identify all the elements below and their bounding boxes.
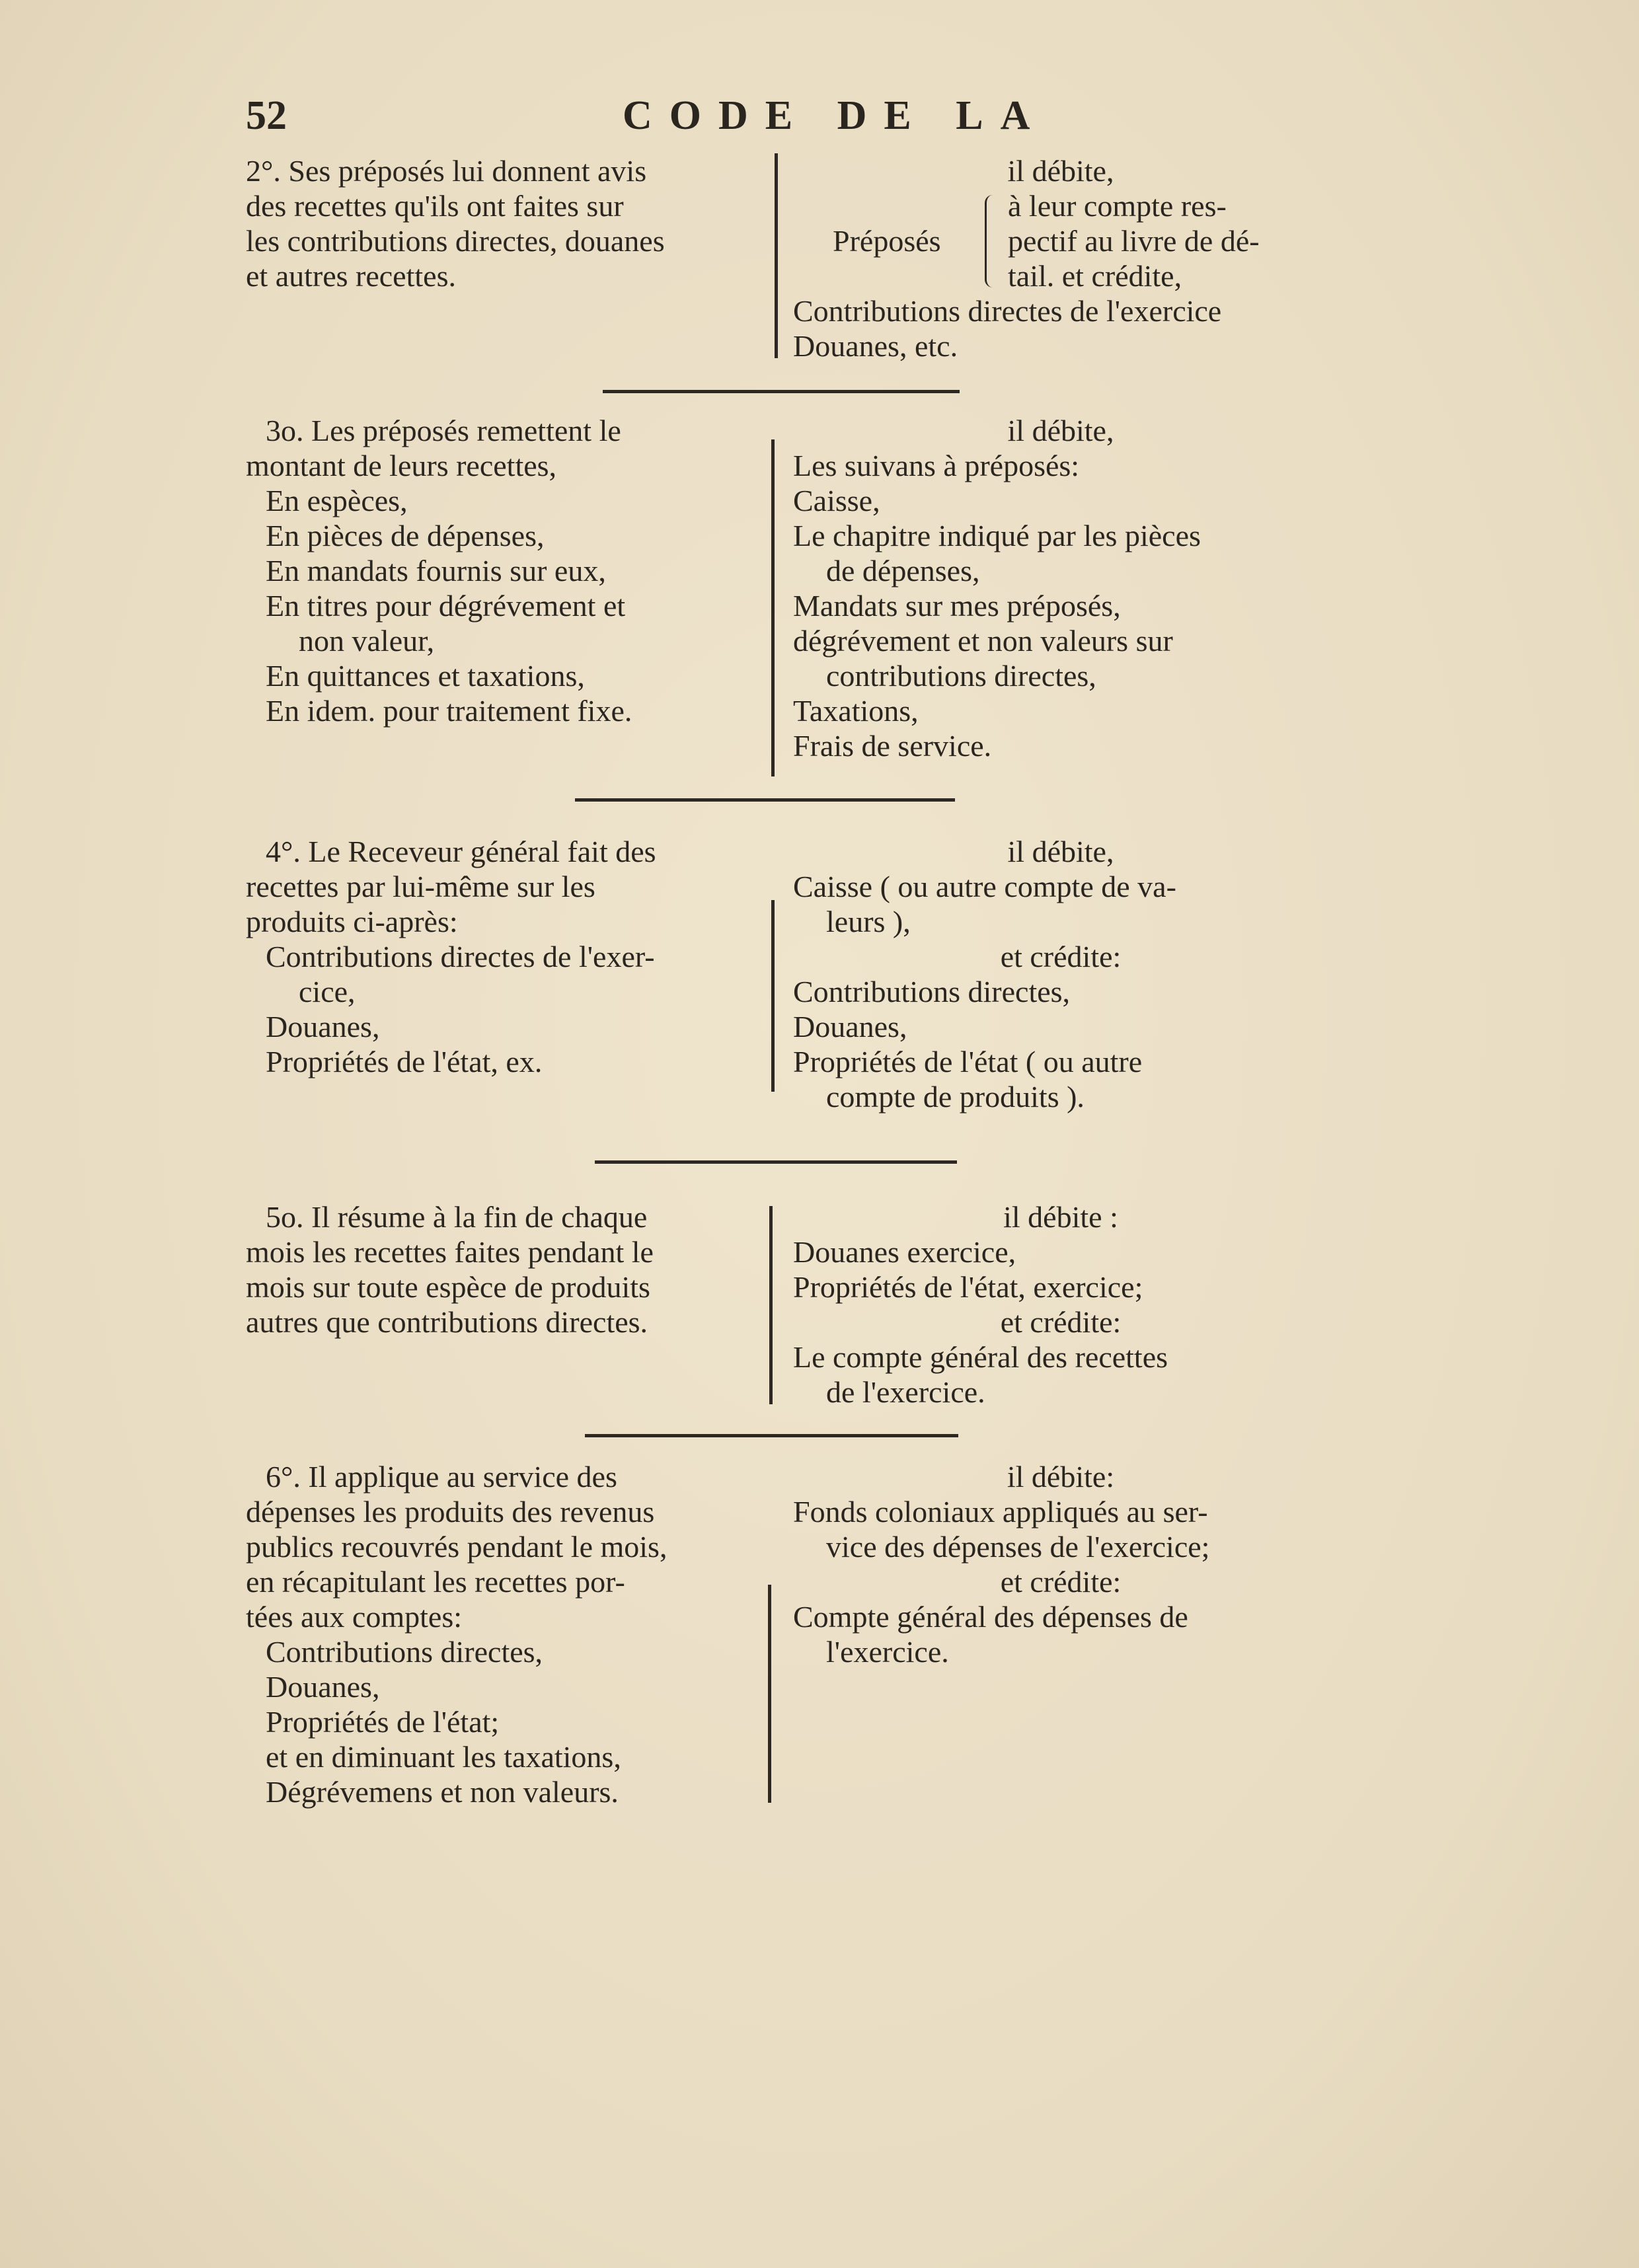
text-line: Mandats sur mes préposés,: [793, 589, 1121, 623]
entry-description: [246, 1199, 775, 1340]
text-line: Frais de service.: [793, 729, 992, 763]
text-line: Propriétés de l'état, ex.: [266, 1045, 543, 1078]
text-line: en récapitulant les recettes por-: [246, 1565, 625, 1599]
text-line: Douanes, etc.: [793, 329, 958, 363]
entry-description: [246, 153, 775, 293]
text-line: Propriétés de l'état;: [266, 1705, 500, 1739]
text-line: dégrévement et non valeurs sur: [793, 624, 1173, 658]
section-divider: [595, 1160, 957, 1164]
text-line: il débite:: [1007, 1460, 1115, 1493]
text-line: Dégrévemens et non valeurs.: [266, 1775, 619, 1809]
text-line: En pièces de dépenses,: [266, 519, 545, 552]
text-line: Propriétés de l'état, exercice;: [793, 1270, 1143, 1304]
text-line: pectif au livre de dé-: [1008, 224, 1260, 258]
column-rule: [771, 439, 775, 776]
text-line: En titres pour dégrévement et: [266, 589, 626, 623]
text-line: 2°. Ses préposés lui donnent avis: [246, 154, 647, 188]
text-line: Douanes exercice,: [793, 1235, 1016, 1269]
text-line: des recettes qu'ils ont faites sur: [246, 189, 624, 223]
text-line: il débite,: [1007, 414, 1114, 447]
text-line: 6°. Il applique au service des: [266, 1460, 617, 1493]
entry-description: [246, 413, 775, 728]
text-line: il débite,: [1007, 835, 1114, 868]
text-line: et crédite:: [1000, 1565, 1122, 1599]
entry-description: [246, 834, 775, 1079]
text-line: autres que contributions directes.: [246, 1305, 648, 1339]
entry-description: [246, 1459, 775, 1809]
column-rule: [775, 153, 778, 358]
text-line: les contributions directes, douanes: [246, 224, 665, 258]
text-line: vice des dépenses de l'exercice;: [826, 1530, 1210, 1564]
text-line: contributions directes,: [826, 659, 1096, 693]
text-line: Douanes,: [793, 1010, 907, 1043]
bracket-label: Préposés: [833, 224, 941, 258]
text-line: 3o. Les préposés remettent le: [266, 414, 621, 447]
text-line: Caisse,: [793, 484, 880, 517]
text-line: Contributions directes de l'exercice: [793, 294, 1222, 328]
section-divider: [585, 1434, 958, 1437]
text-line: Le chapitre indiqué par les pièces: [793, 519, 1201, 552]
entry-journal: [793, 834, 1328, 1114]
text-line: Caisse ( ou autre compte de va-: [793, 870, 1176, 903]
text-line: et autres recettes.: [246, 259, 456, 293]
bracket-group: [793, 188, 1328, 293]
entry-2: [246, 153, 1343, 365]
entry-journal: [793, 413, 1328, 763]
text-line: publics recouvrés pendant le mois,: [246, 1530, 667, 1564]
text-line: Douanes,: [266, 1010, 380, 1043]
text-line: En idem. pour traitement fixe.: [266, 694, 632, 728]
text-line: non valeur,: [299, 624, 435, 658]
entry-journal: [793, 153, 1328, 363]
text-line: Le compte général des recettes: [793, 1340, 1168, 1374]
running-title: CODE DE LA: [623, 93, 1048, 138]
text-line: Les suivans à préposés:: [793, 449, 1080, 482]
entry-3: [246, 413, 1343, 783]
text-line: Propriétés de l'état ( ou autre: [793, 1045, 1143, 1078]
text-line: Contributions directes,: [793, 975, 1071, 1008]
column-rule: [769, 1206, 773, 1404]
text-line: tées aux comptes:: [246, 1600, 463, 1634]
entry-journal: [793, 1459, 1328, 1669]
entry-6: [246, 1459, 1343, 1829]
text-line: En espèces,: [266, 484, 408, 517]
entry-4: [246, 834, 1343, 1125]
text-line: l'exercice.: [826, 1635, 949, 1669]
text-line: Taxations,: [793, 694, 919, 728]
text-line: Fonds coloniaux appliqués au ser-: [793, 1495, 1208, 1529]
entry-5: [246, 1199, 1343, 1418]
text-line: tail. et crédite,: [1008, 259, 1182, 293]
text-line: et en diminuant les taxations,: [266, 1740, 621, 1774]
entry-journal: [793, 1199, 1328, 1410]
column-rule: [768, 1585, 771, 1803]
text-line: leurs ),: [826, 905, 911, 938]
text-line: mois les recettes faites pendant le: [246, 1235, 654, 1269]
text-line: dépenses les produits des revenus: [246, 1495, 655, 1529]
text-line: et crédite:: [1000, 1305, 1122, 1339]
text-line: 5o. Il résume à la fin de chaque: [266, 1200, 648, 1234]
text-line: Contributions directes,: [266, 1635, 543, 1669]
text-line: Compte général des dépenses de: [793, 1600, 1188, 1634]
text-line: 4°. Le Receveur général fait des: [266, 835, 656, 868]
bracket-lines: [1008, 188, 1260, 293]
section-divider: [603, 390, 960, 393]
text-line: Contributions directes de l'exer-: [266, 940, 655, 973]
section-divider: [575, 798, 955, 802]
column-rule: [771, 900, 775, 1092]
text-line: recettes par lui-même sur les: [246, 870, 595, 903]
running-header: [246, 93, 1343, 145]
text-line: de l'exercice.: [826, 1375, 985, 1409]
text-line: produits ci-après:: [246, 905, 458, 938]
text-line: il débite :: [1003, 1200, 1118, 1234]
text-line: compte de produits ).: [826, 1080, 1085, 1114]
text-line: Douanes,: [266, 1670, 380, 1704]
text-line: montant de leurs recettes,: [246, 449, 557, 482]
text-line: En quittances et taxations,: [266, 659, 585, 693]
text-line: de dépenses,: [826, 554, 980, 587]
page-number: 52: [246, 93, 287, 138]
brace-icon: [985, 195, 996, 287]
text-line: cice,: [299, 975, 356, 1008]
text-line: il débite,: [1007, 154, 1114, 188]
text-line: En mandats fournis sur eux,: [266, 554, 606, 587]
text-line: et crédite:: [1000, 940, 1122, 973]
text-line: mois sur toute espèce de produits: [246, 1270, 650, 1304]
text-line: à leur compte res-: [1008, 189, 1227, 223]
